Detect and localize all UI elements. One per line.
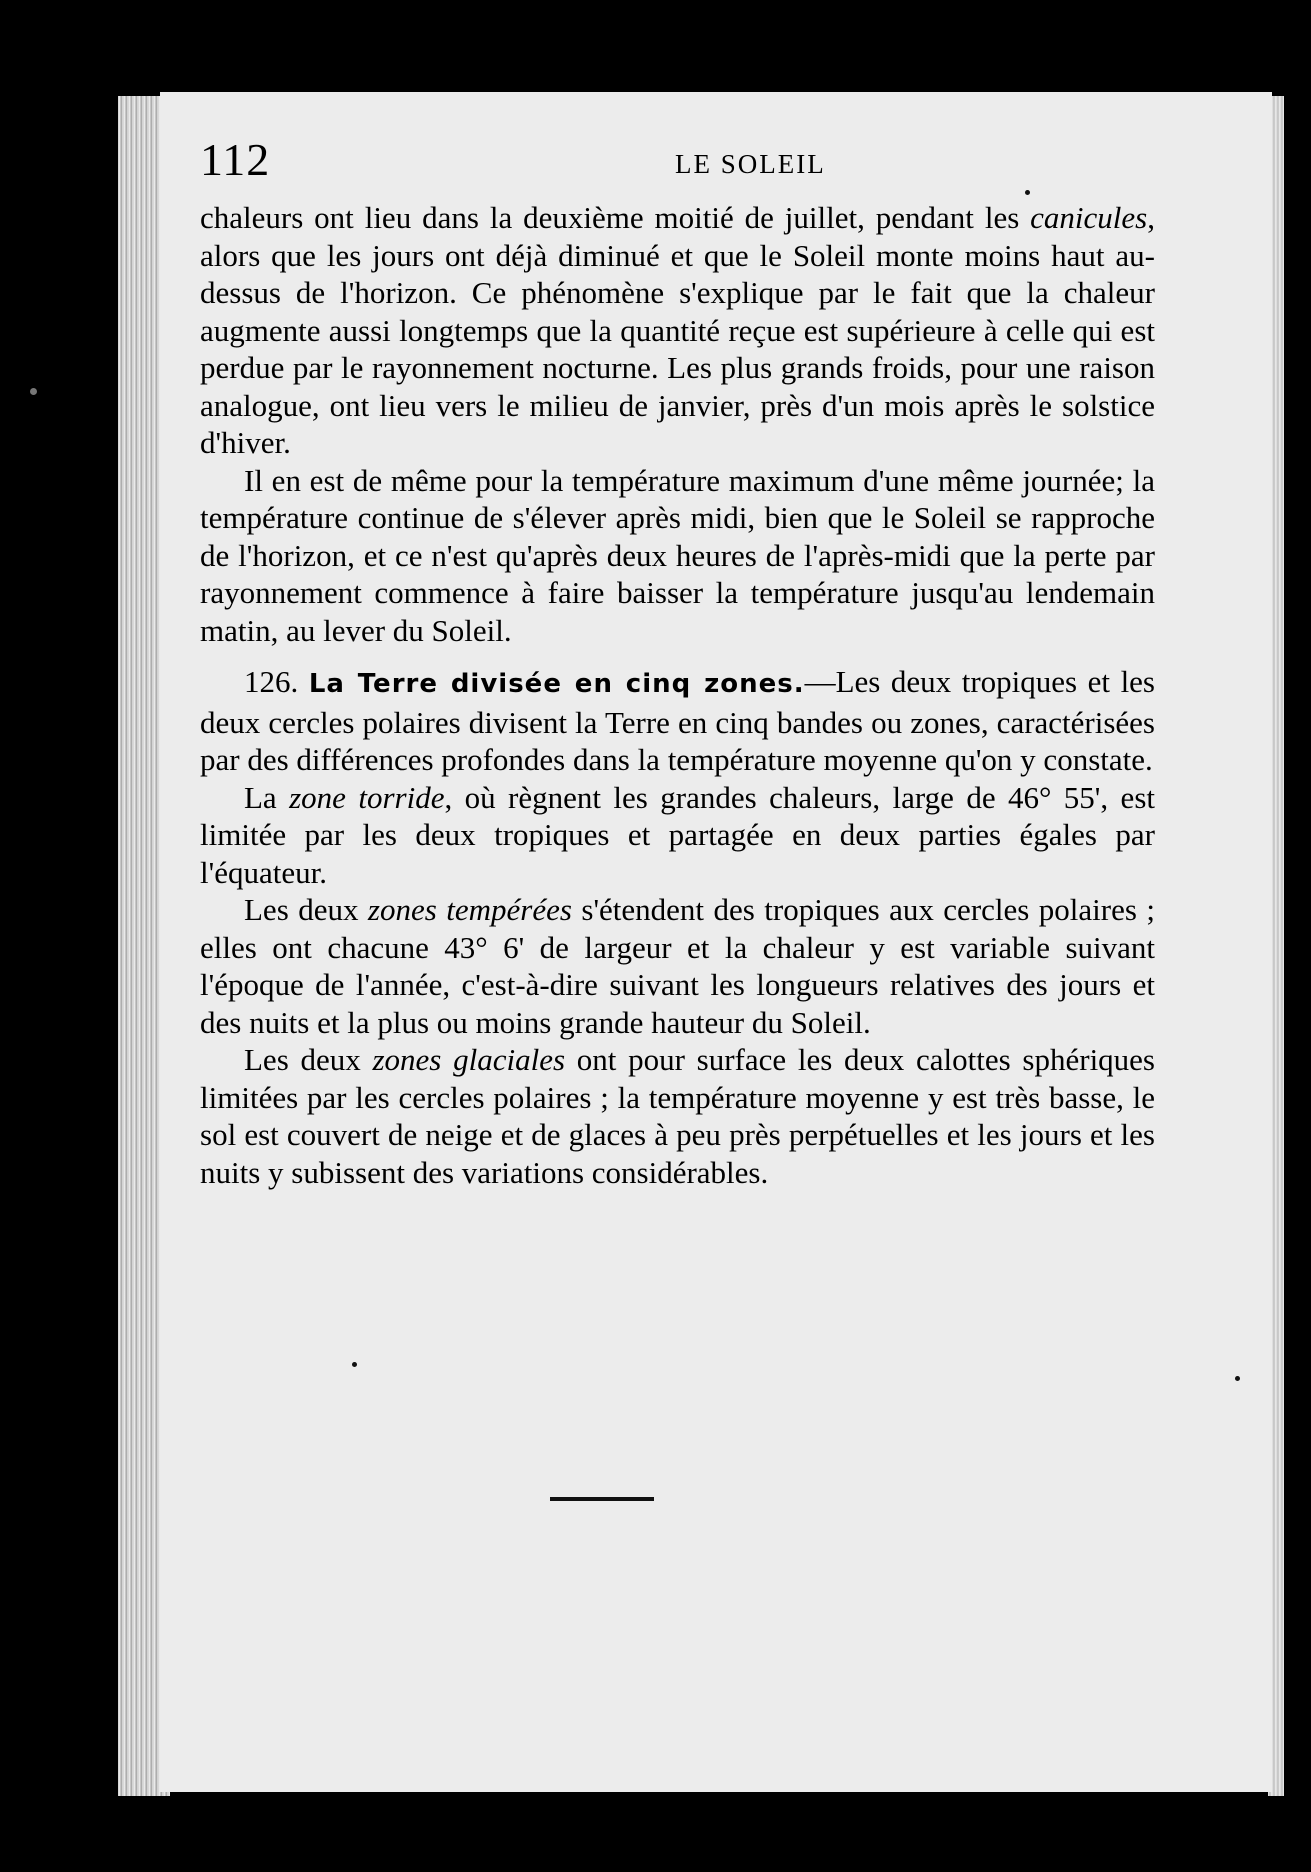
text-run: Les deux: [244, 892, 368, 927]
italic-term: zone torride: [289, 779, 445, 815]
section-126: [200, 663, 1155, 779]
text-run: , où règnent les grandes chaleurs, large de 46° 55', est limitée par les deux tropiques et partagée en deux parties égales par l'équateur.: [200, 779, 1155, 890]
running-head: [200, 130, 1155, 190]
text-run: s'étendent des tropiques aux cercles polaires ; elles ont chacune 43° 6' de largeur et la chaleur y est variable suivant l'époque de l'année, c'est-à-dire suivant les longueurs relatives des jours et des nuits et la plus ou moins grande hauteur du Soleil.: [200, 892, 1155, 1040]
paper-speck: [1025, 190, 1030, 195]
text-run: , alors que les jours ont déjà diminué et que le Soleil monte moins haut au-dessus de l'horizon. Ce phénomène s'explique par le fait que la chaleur augmente aussi longtemps que la quantité reçue est supérieure à celle qui est perdue par le rayonnement nocturne. Les plus grands froids, pour une raison analogue, ont lieu vers le milieu de janvier, près d'un mois après le solstice d'hiver.: [200, 200, 1155, 460]
paragraph-zones-temperees: [200, 891, 1155, 1041]
text-run: Les deux: [244, 1042, 373, 1077]
text-run: ont pour surface les deux calottes sphériques limitées par les cercles polaires ; la température moyenne y est très basse, le sol est couvert de neige et de glaces à peu près perpétuelles et les jours et les nuits y subissent des variations considérables.: [200, 1042, 1155, 1190]
paragraph-zones-glaciales: [200, 1041, 1155, 1191]
text-run: La: [244, 779, 290, 815]
italic-term: canicules: [1030, 200, 1148, 235]
section-title: La Terre divisée en cinq zones.: [308, 669, 805, 699]
scanner-speck: [30, 388, 37, 395]
running-title: LE SOLEIL: [675, 149, 826, 179]
page-number: 112: [200, 134, 271, 185]
italic-term: zones tempérées: [367, 892, 572, 927]
paragraph-continuation: [200, 199, 1155, 462]
text-run: Il en est de même pour la température maximum d'une même journée; la température continue de s'élever après midi, bien que le Soleil se rapproche de l'horizon, et ce n'est qu'après deux heures de l'après-midi que la perte par rayonnement commence à faire baisser la température jusqu'au lendemain matin, au lever du Soleil.: [200, 462, 1155, 648]
body-text: [200, 199, 1155, 1191]
paragraph-zone-torride: [200, 779, 1155, 892]
text-run: —Les deux tropiques et les deux cercles polaires divisent la Terre en cinq bandes ou zones, caractérisées par des différences profondes dans la température moyenne qu'on y constate.: [200, 664, 1155, 777]
italic-term: zones glaciales: [372, 1042, 566, 1077]
section-number: 126.: [244, 664, 299, 699]
paper-speck: [352, 1362, 357, 1367]
text-run: chaleurs ont lieu dans la deuxième moitié de juillet, pendant les: [200, 200, 1031, 235]
paragraph-temperature-maximum: [200, 462, 1155, 650]
paper-speck: [1235, 1376, 1240, 1381]
section-end-rule: [550, 1497, 654, 1501]
